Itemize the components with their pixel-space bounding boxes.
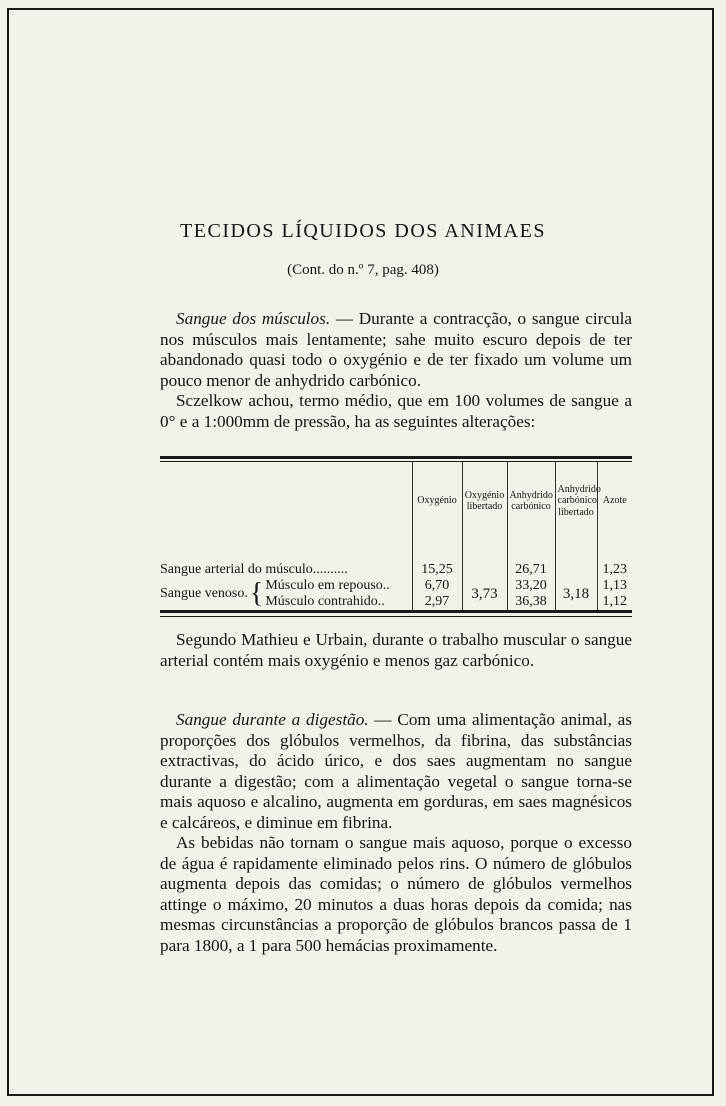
paragraph-bebidas: As bebidas não tornam o sangue mais aquoso, porque o excesso de água é rapidamente eliminado pelos rins. O número de glóbulos augmenta depois das comidas; o número de glóbulos vermelhos attinge o máximo, 20 minutos a duas horas depois da comida; nas mesmas circunstâncias a proporção de glóbulos brancos passa de 1 para 1800, a 1 para 500 hemácias proximamente. bbox=[160, 833, 632, 955]
header-anhydrido: Anhydrido carbónico bbox=[507, 462, 555, 540]
brace-glyph: { bbox=[249, 578, 264, 609]
section-lead-digestao: Sangue durante a digestão. bbox=[176, 710, 369, 729]
table-header-row bbox=[160, 462, 632, 540]
header-empty bbox=[160, 462, 412, 540]
row-label-contrahido: Músculo contrahido.. bbox=[265, 594, 385, 609]
row-label-arterial: Sangue arterial do músculo.......... bbox=[160, 562, 348, 577]
header-anhydrido-libertado: Anhydrido carbónico libertado bbox=[555, 462, 597, 540]
table-bottom-rule bbox=[160, 610, 632, 617]
intro-section bbox=[160, 309, 632, 432]
cell-repouso-anhydrido: 33,20 bbox=[515, 578, 547, 593]
paragraph-digestao bbox=[160, 710, 632, 833]
digestao-section bbox=[160, 710, 632, 956]
paragraph-digestao-text: — Com uma alimentação animal, as proporções dos glóbulos vermelhos, da fibrina, das substâncias extractivas, do ácido úrico, e dos saes augmentam no sangue durante a digestão; com a alimentação vegetal o sangue torna-se mais aquoso e alcalino, augmenta em gorduras, em saes magnésicos e calcáreos, e diminue em fibrina. bbox=[160, 710, 632, 832]
table-row-venoso bbox=[160, 578, 632, 610]
mathieu-section bbox=[160, 630, 632, 671]
table-row-arterial bbox=[160, 562, 632, 578]
table-spacer-row bbox=[160, 540, 632, 562]
cell-contrahido-oxygenio: 2,97 bbox=[424, 594, 450, 609]
cell-oxygenio-libertado: 3,73 bbox=[471, 586, 498, 602]
cell-arterial-anhydrido: 26,71 bbox=[507, 562, 555, 578]
cell-anhydrido-libertado: 3,18 bbox=[562, 586, 590, 602]
paragraph-mathieu: Segundo Mathieu e Urbain, durante o trabalho muscular o sangue arterial contém mais oxygénio e menos gaz carbónico. bbox=[160, 630, 632, 670]
row-label-repouso: Músculo em repouso.. bbox=[265, 578, 390, 593]
paragraph-sczelkow: Sczelkow achou, termo médio, que em 100 volumes de sangue a 0° e a 1:000mm de pressão, ha as seguintes alterações: bbox=[160, 391, 632, 431]
paragraph-musculos bbox=[160, 309, 632, 391]
row-label-venoso: Sangue venoso. bbox=[160, 586, 248, 601]
cell-repouso-oxygenio: 6,70 bbox=[424, 578, 450, 593]
section-lead-musculos: Sangue dos músculos. bbox=[176, 309, 331, 328]
cell-arterial-azote: 1,23 bbox=[597, 562, 632, 578]
header-oxygenio-libertado: Oxygénio libertado bbox=[462, 462, 507, 540]
page-title: TECIDOS LÍQUIDOS DOS ANIMAES bbox=[180, 220, 546, 242]
header-oxygenio: Oxygénio bbox=[412, 462, 462, 540]
header-azote: Azote bbox=[597, 462, 632, 540]
paragraph-musculos-text: — Durante a contracção, o sangue circula nos músculos mais lentamente; sahe muito escuro depois de ter abandonado quasi todo o oxygénio e de ter fixado um volume um pouco menor de anhydrido carbónico. bbox=[160, 309, 633, 390]
cell-contrahido-azote: 1,12 bbox=[602, 594, 627, 609]
cell-repouso-azote: 1,13 bbox=[602, 578, 627, 593]
gas-data-table bbox=[160, 462, 632, 610]
continuation-note: (Cont. do n.º 7, pag. 408) bbox=[287, 262, 439, 278]
cell-arterial-oxygenio: 15,25 bbox=[412, 562, 462, 578]
cell-contrahido-anhydrido: 36,38 bbox=[515, 594, 547, 609]
row-label-venoso-group bbox=[160, 578, 412, 610]
gas-table bbox=[160, 456, 632, 610]
